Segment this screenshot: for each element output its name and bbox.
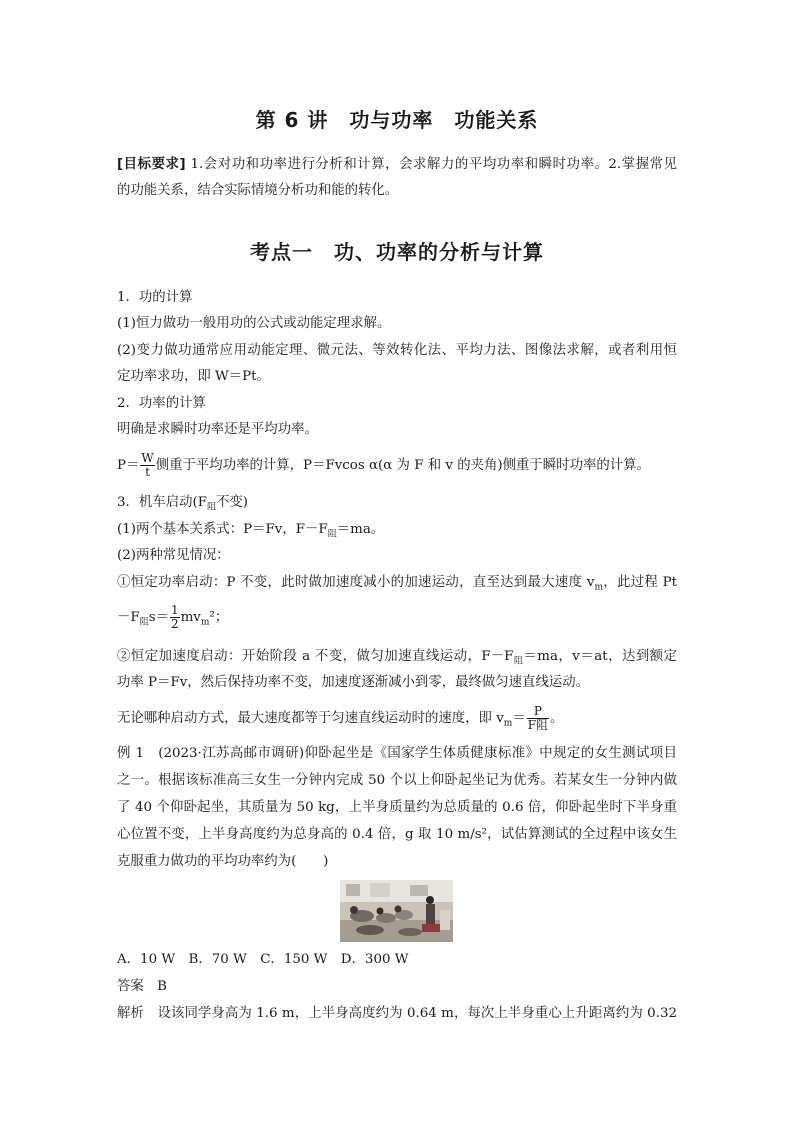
case2-l1-pre: ②恒定加速度启动：开始阶段 a 不变，做匀加速直线运动，F－F [117, 649, 514, 664]
example-line-1: 例 1 (2023·江苏高邮市调研)仰卧起坐是《国家学生体质健康标准》中规定的女生测试项目 [117, 746, 677, 761]
engine-heading-sub: 阻 [207, 502, 217, 513]
fraction-numerator: P [527, 705, 549, 719]
engine-paragraph-1 [117, 520, 677, 545]
section-title: 考点一 功、功率的分析与计算 [250, 240, 544, 264]
max-speed-line [117, 702, 677, 736]
max-speed-eq: ＝ [512, 711, 526, 726]
case2-line-2: 功率 P＝Fv，然后保持功率不变，加速度逐渐减小到零，最终做匀速直线运动。 [117, 675, 590, 690]
fraction-denominator: t [145, 465, 150, 479]
example-line-3: 了 40 个仰卧起坐，其质量为 50 kg，上半身质量约为总质量的 0.6 倍，仰卧起坐时下半身重 [117, 800, 677, 815]
situp-class-photo [340, 880, 453, 942]
engine-p1-post: ＝ma。 [336, 522, 385, 537]
case1-l2-sub: 阻 [139, 617, 149, 628]
case1-l2-post: mv [180, 610, 201, 625]
example-line-2: 之一。根据该标准高三女生一分钟内完成 50 个以上仰卧起坐记为优秀。若某女生一分钟内做 [117, 773, 677, 788]
work-over-time-fraction [140, 452, 154, 479]
case1-l1-sub: m [594, 582, 603, 593]
goal-line-2: 的功能关系，结合实际情境分析功和能的转化。 [117, 183, 399, 198]
power-paragraph-1: 明确是求瞬时功率还是平均功率。 [117, 422, 318, 437]
power-over-force-fraction [527, 705, 549, 732]
power-formula-line [117, 450, 677, 482]
max-speed-end: 。 [550, 711, 564, 726]
situp-photo-illustration [340, 880, 453, 942]
work-paragraph-1: (1)恒力做功一般用功的公式或动能定理求解。 [117, 316, 391, 331]
one-half-fraction [170, 604, 180, 631]
max-speed-pre: 无论哪种启动方式，最大速度都等于匀速直线运动时的速度，即 v [117, 711, 504, 726]
fraction-numerator: W [141, 451, 154, 465]
answer-options: A．10 W B．70 W C．150 W D．300 W [117, 952, 409, 967]
case2-l1-sub: 阻 [513, 656, 524, 667]
example-line-5: 克服重力做功的平均功率约为( ) [117, 854, 329, 869]
case1-line-1 [117, 573, 677, 598]
power-formula-suffix: 侧重于平均功率的计算，P＝Fvcos α(α 为 F 和 v 的夹角)侧重于瞬时功率的计算。 [155, 458, 650, 473]
fraction-numerator: 1 [170, 603, 179, 617]
case2-line-1 [117, 647, 677, 672]
max-speed-sub: m [503, 718, 513, 729]
goal-text-1: 1.会对功和功率进行分析和计算，会求解力的平均功率和瞬时功率。2.掌握常见 [190, 157, 677, 172]
case1-l2-pre: －F [117, 610, 140, 625]
engine-heading-post: 不变) [216, 495, 249, 510]
work-heading: 1．功的计算 [117, 290, 193, 305]
fraction-denominator: 2 [170, 617, 179, 631]
engine-p1-sub: 阻 [327, 529, 337, 540]
case2-l1-post: ＝ma，v＝at，达到额定 [523, 649, 677, 664]
case1-l1-pre: ①恒定功率启动：P 不变，此时做加速度减小的加速运动，直至达到最大速度 v [117, 575, 595, 590]
goal-tag: [目标要求] [117, 157, 186, 172]
case1-l1-post: ，此过程 Pt [602, 575, 677, 590]
lecture-title: 第 6 讲 功与功率 功能关系 [255, 108, 539, 132]
case1-l2-mid: s＝ [148, 610, 169, 625]
work-paragraph-2-line-1: (2)变力做功通常应用动能定理、微元法、等效转化法、平均力法、图像法求解，或者利用恒 [117, 343, 677, 358]
goal-line-1 [117, 155, 677, 175]
case1-line-2 [117, 601, 677, 635]
case1-l2-end: ²； [209, 610, 229, 625]
engine-p1-pre: (1)两个基本关系式：P＝Fv，F－F [117, 522, 328, 537]
engine-paragraph-2: (2)两种常见情况： [117, 548, 230, 563]
work-paragraph-2-line-2: 定功率求功，即 W＝Pt。 [117, 369, 270, 384]
answer-line: 答案 B [117, 979, 168, 994]
case1-l2-sub2: m [200, 617, 210, 628]
power-heading: 2．功率的计算 [117, 396, 206, 411]
engine-heading [117, 493, 677, 518]
example-line-4: 心位置不变，上半身高度约为总身高的 0.4 倍，g 取 10 m/s²，试估算测试的全过程中该女生 [117, 827, 677, 842]
fraction-denominator: F阻 [527, 718, 549, 732]
engine-heading-pre: 3．机车启动(F [117, 495, 207, 510]
power-formula-prefix: P＝ [117, 458, 140, 473]
analysis-line: 解析 设该同学身高为 1.6 m，上半身高度约为 0.64 m，每次上半身重心上升距离约为 0.32 [117, 1006, 677, 1021]
